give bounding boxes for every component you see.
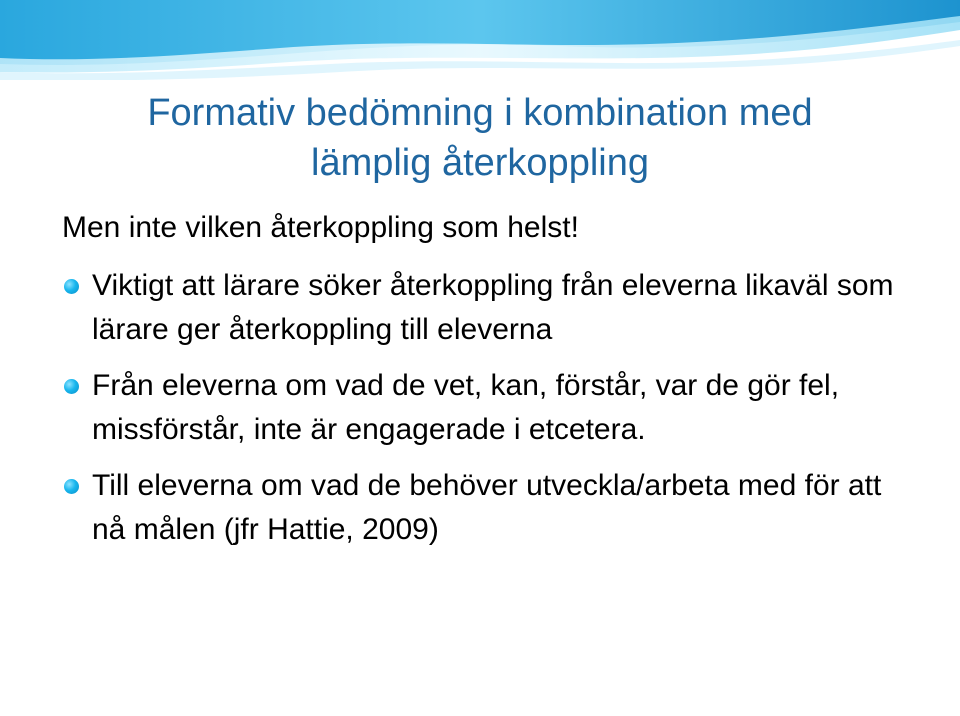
bullet-dot-icon: [64, 379, 79, 394]
bullet-text: Till eleverna om vad de behöver utveckla/arbeta med för att nå målen (jfr Hattie, 2009): [92, 469, 882, 546]
bullet-text: Viktigt att lärare söker återkoppling från eleverna likaväl som lärare ger återkoppling till eleverna: [92, 269, 894, 346]
slide-title-line-2: lämplig återkoppling: [311, 142, 649, 184]
bullet-item: [62, 264, 922, 352]
slide-title-line-1: Formativ bedömning i kombination med: [147, 92, 813, 134]
lead-text: Men inte vilken återkoppling som helst!: [62, 211, 579, 244]
bullet-item: [62, 464, 922, 552]
slide-title: [60, 88, 900, 188]
header-wave-decoration: [0, 0, 960, 80]
bullet-dot-icon: [64, 479, 79, 494]
bullet-text: Från eleverna om vad de vet, kan, förstår, var de gör fel, missförstår, inte är engagerade i etcetera.: [92, 369, 840, 446]
bullet-list: [62, 264, 922, 564]
bullet-dot-icon: [64, 279, 79, 294]
bullet-item: [62, 364, 922, 452]
